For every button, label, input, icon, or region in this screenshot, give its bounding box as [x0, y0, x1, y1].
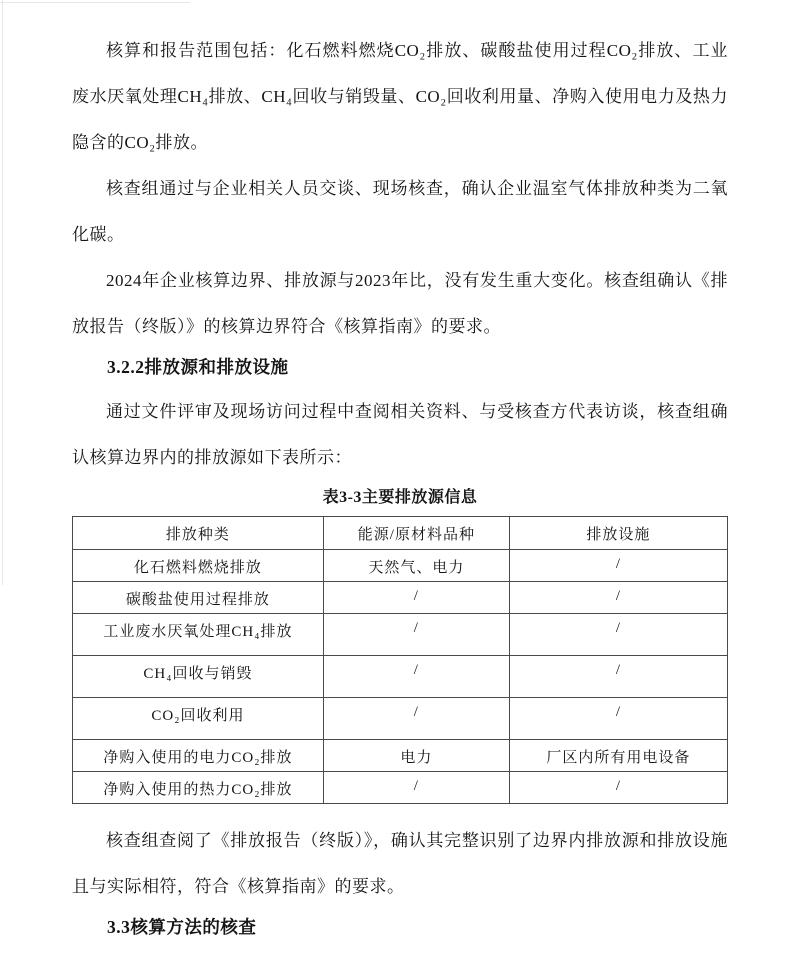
- paragraph-report-review: 核查组查阅了《排放报告（终版）》，确认其完整识别了边界内排放源和排放设施且与实际相符，符合《核算指南》的要求。: [72, 831, 728, 896]
- paragraph-accounting-scope: 核算和报告范围包括：化石燃料燃烧CO₂排放、碳酸盐使用过程CO₂排放、工业废水厌氧处理CH₄排放、CH₄回收与销毁量、CO₂回收利用量、净购入使用电力及热力隐含的CO₂排放。: [72, 41, 728, 152]
- paragraph-boundary-change: 2024年企业核算边界、排放源与2023年比，没有发生重大变化。核查组确认《排放报告（终版）》的核算边界符合《核算指南》的要求。: [72, 271, 728, 336]
- table-header-row: [73, 517, 728, 550]
- cell-emission-facility: /: [509, 550, 727, 582]
- table-row: [73, 656, 728, 698]
- cell-emission-type: 工业废水厌氧处理CH₄排放: [73, 614, 324, 656]
- heading-section-3-3: 3.3核算方法的核查: [107, 917, 257, 937]
- cell-emission-type: 碳酸盐使用过程排放: [73, 582, 324, 614]
- table-row: [73, 698, 728, 740]
- scan-edge-artifact: [0, 2, 190, 3]
- table-row: [73, 740, 728, 772]
- column-header-emission-type: 排放种类: [73, 517, 324, 550]
- paragraph-site-interview: 核查组通过与企业相关人员交谈、现场核查，确认企业温室气体排放种类为二氧化碳。: [72, 179, 728, 244]
- heading-section-3-2-2: 3.2.2排放源和排放设施: [107, 357, 289, 377]
- column-header-emission-facility: 排放设施: [509, 517, 727, 550]
- table-row: [73, 614, 728, 656]
- column-header-energy-material: 能源/原材料品种: [323, 517, 509, 550]
- cell-emission-type: 净购入使用的电力CO₂排放: [73, 740, 324, 772]
- emission-source-table: [72, 516, 728, 804]
- cell-emission-facility: /: [509, 614, 727, 656]
- cell-emission-facility: /: [509, 656, 727, 698]
- cell-energy-material: 电力: [323, 740, 509, 772]
- table-row: [73, 772, 728, 804]
- paragraph-emission-source-intro: 通过文件评审及现场访问过程中查阅相关资料、与受核查方代表访谈，核查组确认核算边界内的排放源如下表所示：: [72, 402, 728, 467]
- cell-energy-material: /: [323, 698, 509, 740]
- cell-emission-type: 化石燃料燃烧排放: [73, 550, 324, 582]
- table-caption: 表3-3主要排放源信息: [322, 489, 478, 506]
- cell-emission-facility: /: [509, 698, 727, 740]
- cell-energy-material: /: [323, 582, 509, 614]
- table-row: [73, 550, 728, 582]
- cell-emission-type: CH₄回收与销毁: [73, 656, 324, 698]
- table-row: [73, 582, 728, 614]
- cell-energy-material: /: [323, 656, 509, 698]
- cell-energy-material: 天然气、电力: [323, 550, 509, 582]
- cell-energy-material: /: [323, 614, 509, 656]
- cell-emission-facility: /: [509, 772, 727, 804]
- scan-edge-artifact: [2, 0, 3, 585]
- cell-emission-type: 净购入使用的热力CO₂排放: [73, 772, 324, 804]
- cell-emission-type: CO₂回收利用: [73, 698, 324, 740]
- cell-emission-facility: 厂区内所有用电设备: [509, 740, 727, 772]
- cell-energy-material: /: [323, 772, 509, 804]
- cell-emission-facility: /: [509, 582, 727, 614]
